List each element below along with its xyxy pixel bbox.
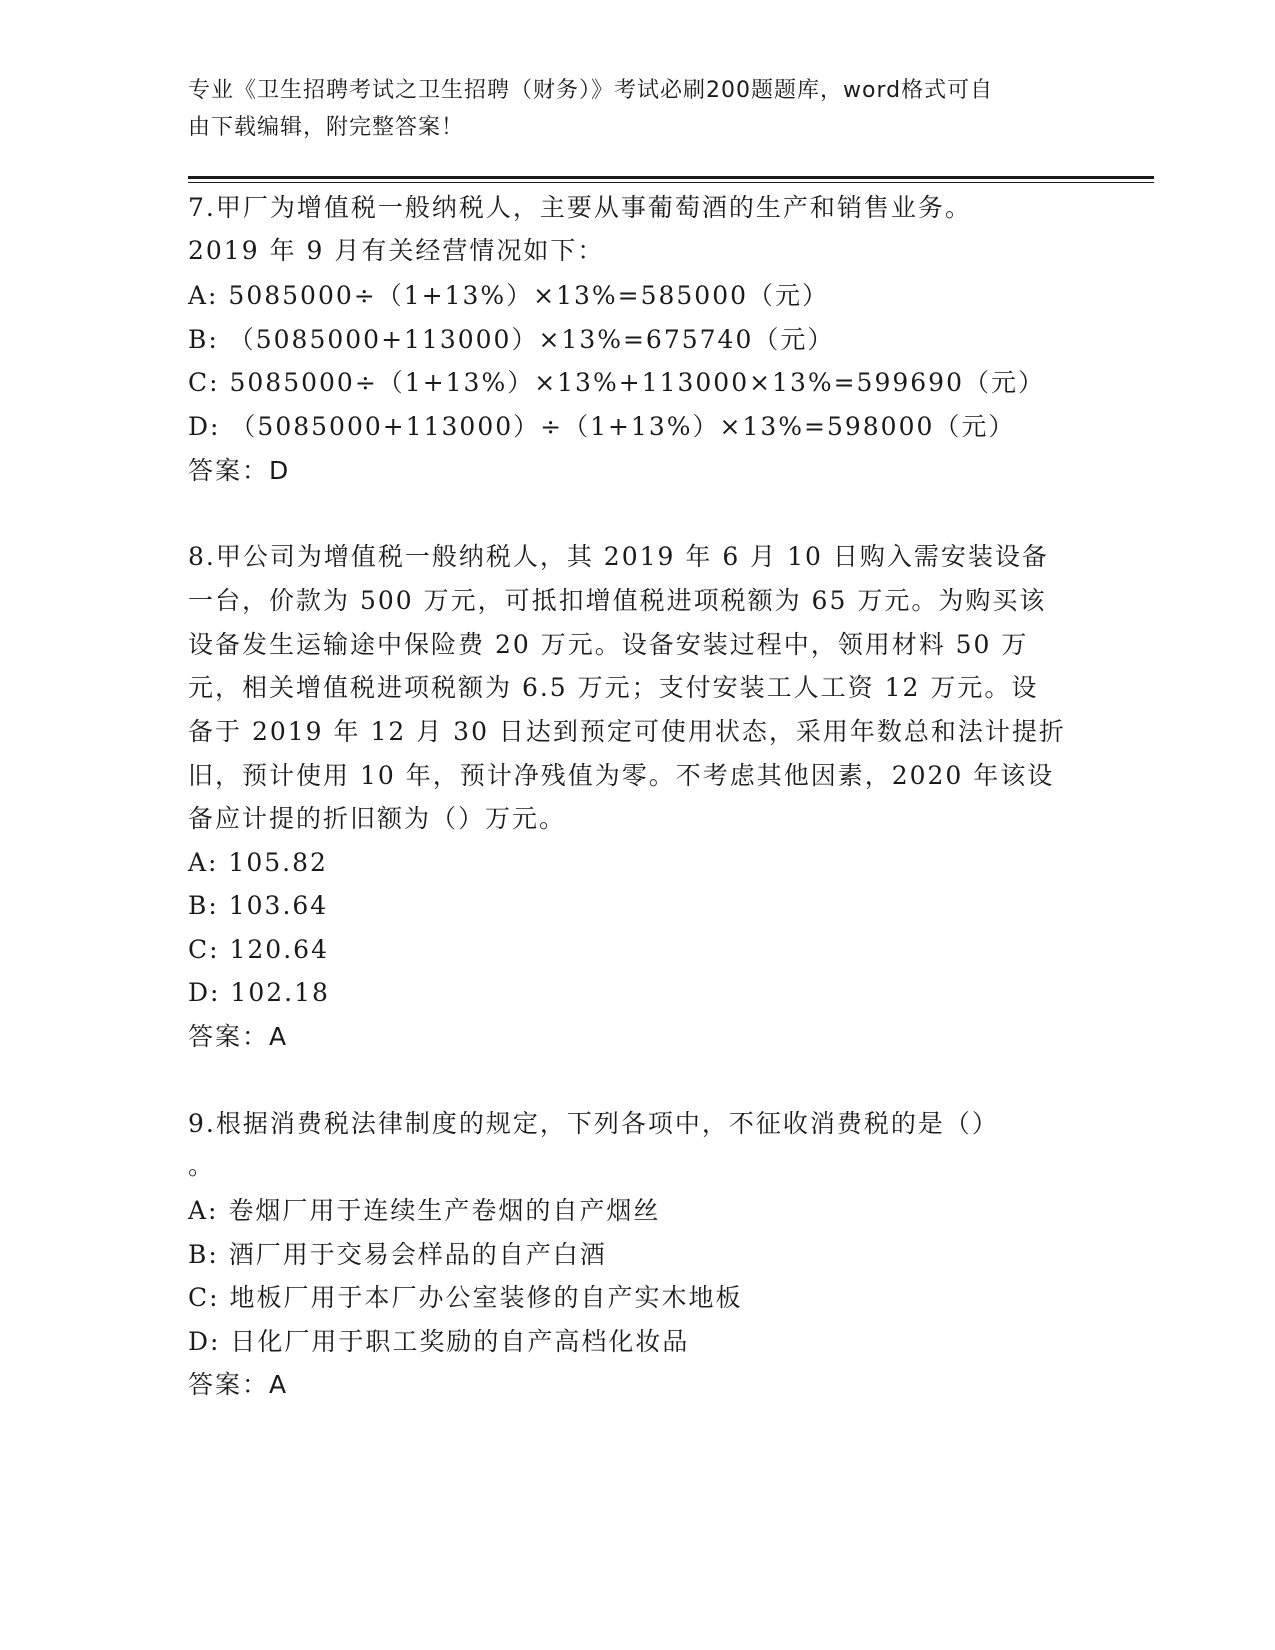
question-7-stem-line-2: 2019 年 9 月有关经营情况如下：	[188, 236, 605, 265]
question-9-option-a: A: 卷烟厂用于连续生产卷烟的自产烟丝	[188, 1196, 661, 1225]
question-8-stem-line-5: 备于 2019 年 12 月 30 日达到预定可使用状态，采用年数总和法计提折	[188, 717, 1066, 746]
question-8-option-d: D: 102.18	[188, 978, 330, 1007]
question-9-option-c: C: 地板厂用于本厂办公室装修的自产实木地板	[188, 1283, 743, 1312]
question-8-stem-line-2: 一台，价款为 500 万元，可抵扣增值税进项税额为 65 万元。为购买该	[188, 586, 1047, 615]
question-8-stem-line-6: 旧，预计使用 10 年，预计净残值为零。不考虑其他因素，2020 年该设	[188, 761, 1055, 790]
question-8-answer: 答案：A	[188, 1022, 289, 1051]
question-8-stem-line-4: 元，相关增值税进项税额为 6.5 万元；支付安装工人工资 12 万元。设	[188, 673, 1039, 702]
document-header	[188, 72, 1068, 146]
question-7-option-d: D: （5085000+113000）÷（1+13%）×13%=598000（元）	[188, 412, 1016, 441]
question-8-option-b: B: 103.64	[188, 891, 329, 920]
question-8-stem-line-1: 8.甲公司为增值税一般纳税人，其 2019 年 6 月 10 日购入需安装设备	[188, 542, 1049, 571]
question-9-stem-line-2: 。	[188, 1151, 216, 1180]
question-8-option-a: A: 105.82	[188, 848, 328, 877]
question-9-answer: 答案：A	[188, 1370, 289, 1399]
question-7-stem-line-1: 7.甲厂为增值税一般纳税人，主要从事葡萄酒的生产和销售业务。	[188, 193, 972, 222]
question-8-stem-line-3: 设备发生运输途中保险费 20 万元。设备安装过程中，领用材料 50 万	[188, 630, 1029, 659]
header-title-line-1: 专业《卫生招聘考试之卫生招聘（财务）》考试必刷200题题库，word格式可自	[188, 78, 994, 103]
question-9-option-b: B: 酒厂用于交易会样品的自产白酒	[188, 1240, 607, 1269]
question-8-option-c: C: 120.64	[188, 935, 329, 964]
question-7-option-a: A: 5085000÷（1+13%）×13%=585000（元）	[188, 281, 830, 310]
question-9-stem-line-1: 9.根据消费税法律制度的规定，下列各项中，不征收消费税的是（）	[188, 1109, 999, 1138]
question-7-answer: 答案：D	[188, 456, 291, 485]
header-divider-thick	[188, 176, 1154, 179]
question-8-stem-line-7: 备应计提的折旧额为（）万元。	[188, 804, 567, 833]
header-divider-thin	[188, 182, 1154, 183]
question-9-option-d: D: 日化厂用于职工奖励的自产高档化妆品	[188, 1327, 690, 1356]
question-7-option-c: C: 5085000÷（1+13%）×13%+113000×13%=599690（元）	[188, 368, 1045, 397]
header-title-line-2: 由下载编辑，附完整答案！	[188, 115, 465, 140]
question-7-option-b: B: （5085000+113000）×13%=675740（元）	[188, 325, 835, 354]
